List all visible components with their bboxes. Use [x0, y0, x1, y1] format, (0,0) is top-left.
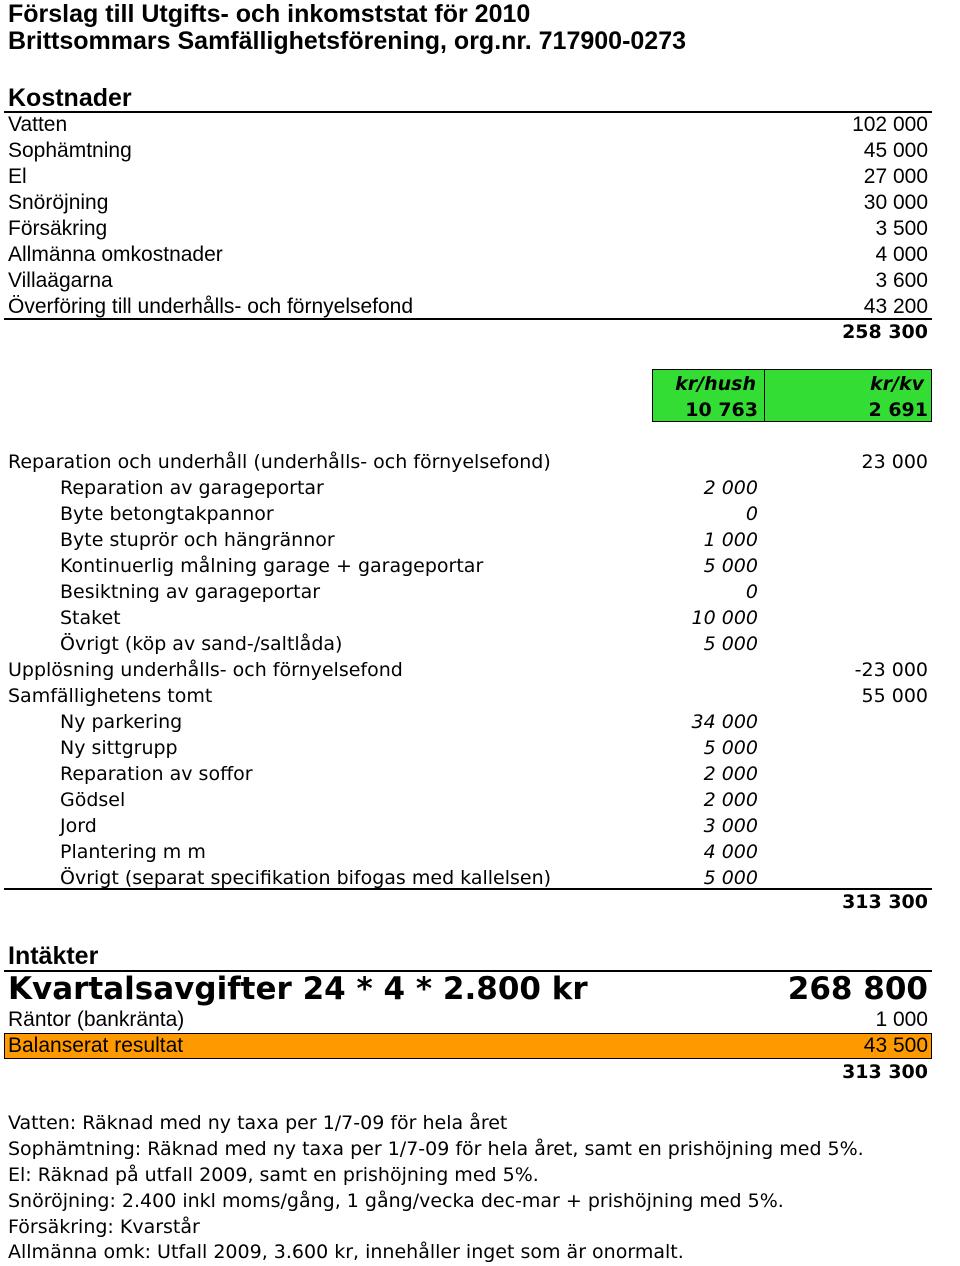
plot-item-amount: 34 000 [691, 711, 758, 733]
plot-item-label: Övrigt (separat specifikation bifogas med kallelsen) [60, 867, 552, 889]
plot-item-amount: 5 000 [703, 737, 758, 759]
plot-item-amount: 2 000 [703, 789, 758, 811]
maintenance-item-label: Övrigt (köp av sand-/saltlåda) [60, 633, 343, 655]
maintenance-item-amount: 0 [745, 503, 758, 525]
plot-item-label: Reparation av soffor [60, 763, 253, 785]
maintenance-item-amount: 2 000 [703, 477, 758, 499]
maintenance-item-label: Reparation av garageportar [60, 477, 324, 499]
divider [4, 888, 932, 890]
maintenance-item-amount: 0 [745, 581, 758, 603]
plot-item-amount: 2 000 [703, 763, 758, 785]
cost-amount: 27 000 [863, 165, 928, 188]
cost-amount: 43 200 [863, 295, 928, 318]
plot-item-label: Gödsel [60, 789, 126, 811]
interest-label: Räntor (bankränta) [8, 1008, 185, 1031]
costs-heading: Kostnader [8, 84, 132, 112]
per-quarter-header: kr/kv [870, 373, 924, 395]
per-household-header: kr/hush [675, 373, 756, 395]
note-line: Allmänna omk: Utfall 2009, 3.600 kr, innehåller inget som är onormalt. [8, 1241, 684, 1263]
document-title-line1: Förslag till Utgifts- och inkomststat för 2010 [8, 0, 531, 28]
cost-amount: 45 000 [863, 139, 928, 162]
cost-label: Villaägarna [8, 269, 113, 292]
divider [4, 111, 932, 113]
cost-label: Försäkring [8, 217, 108, 240]
cost-amount: 30 000 [863, 191, 928, 214]
plot-item-label: Ny sittgrupp [60, 737, 178, 759]
per-quarter-value: 2 691 [868, 399, 928, 421]
quarterly-fees-amount: 268 800 [787, 971, 928, 1007]
maintenance-item-label: Byte stuprör och hängrännor [60, 529, 335, 551]
balance-amount: 43 500 [863, 1034, 928, 1057]
per-unit-divider [764, 369, 765, 422]
cost-amount: 102 000 [852, 113, 928, 136]
plot-item-label: Ny parkering [60, 711, 183, 733]
document-title-line2: Brittsommars Samfällighetsförening, org.nr. 717900-0273 [8, 27, 687, 55]
maintenance-item-label: Kontinuerlig målning garage + garageportar [60, 555, 484, 577]
note-line: Vatten: Räknad med ny taxa per 1/7-09 för hela året [8, 1112, 508, 1134]
note-line: El: Räknad på utfall 2009, samt en prishöjning med 5%. [8, 1164, 539, 1186]
income-heading: Intäkter [8, 942, 99, 970]
costs-subtotal: 258 300 [842, 321, 928, 343]
plot-label: Samfällighetens tomt [8, 685, 213, 707]
cost-label: Vatten [8, 113, 68, 136]
divider [4, 318, 932, 320]
plot-item-label: Plantering m m [60, 841, 206, 863]
interest-amount: 1 000 [875, 1008, 928, 1031]
fund-dissolve-amount: -23 000 [854, 659, 928, 681]
maintenance-item-label: Staket [60, 607, 121, 629]
cost-label: Allmänna omkostnader [8, 243, 223, 266]
maintenance-item-label: Byte betongtakpannor [60, 503, 274, 525]
quarterly-fees-label: Kvartalsavgifter 24 * 4 * 2.800 kr [8, 971, 588, 1007]
cost-amount: 3 600 [875, 269, 928, 292]
income-total: 313 300 [842, 1061, 928, 1083]
plot-item-amount: 4 000 [703, 841, 758, 863]
cost-label: Överföring till underhålls- och förnyelsefond [8, 295, 414, 318]
plot-item-amount: 3 000 [703, 815, 758, 837]
plot-item-amount: 5 000 [703, 867, 758, 889]
plot-amount: 55 000 [861, 685, 928, 707]
maintenance-label: Reparation och underhåll (underhålls- och förnyelsefond) [8, 451, 551, 473]
maintenance-item-amount: 1 000 [703, 529, 758, 551]
cost-amount: 4 000 [875, 243, 928, 266]
cost-amount: 3 500 [875, 217, 928, 240]
cost-label: Snöröjning [8, 191, 109, 214]
note-line: Försäkring: Kvarstår [8, 1216, 200, 1238]
fund-dissolve-label: Upplösning underhålls- och förnyelsefond [8, 659, 403, 681]
per-household-value: 10 763 [685, 399, 758, 421]
plot-item-label: Jord [60, 815, 97, 837]
note-line: Snöröjning: 2.400 inkl moms/gång, 1 gång/vecka dec-mar + prishöjning med 5%. [8, 1190, 784, 1212]
maintenance-item-amount: 10 000 [691, 607, 758, 629]
maintenance-item-amount: 5 000 [703, 633, 758, 655]
maintenance-item-label: Besiktning av garageportar [60, 581, 321, 603]
maintenance-amount: 23 000 [861, 451, 928, 473]
balance-label: Balanserat resultat [8, 1034, 184, 1057]
cost-label: El [8, 165, 27, 188]
note-line: Sophämtning: Räknad med ny taxa per 1/7-09 för hela året, samt en prishöjning med 5%. [8, 1138, 864, 1160]
maintenance-item-amount: 5 000 [703, 555, 758, 577]
cost-label: Sophämtning [8, 139, 132, 162]
costs-total: 313 300 [842, 891, 928, 913]
